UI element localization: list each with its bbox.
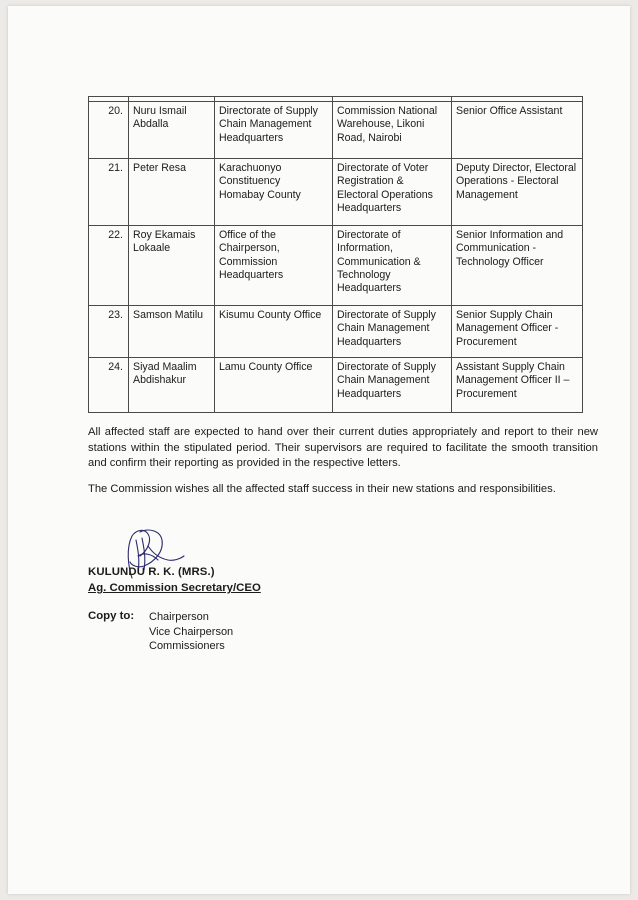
- row-number: 24.: [89, 358, 129, 413]
- designation: Senior Supply Chain Management Officer - Procurement: [452, 306, 583, 358]
- table-row: [89, 226, 583, 306]
- redeployment-table: [88, 96, 583, 413]
- current-station: Lamu County Office: [215, 358, 333, 413]
- staff-name: Roy Ekamais Lokaale: [129, 226, 215, 306]
- current-station: Karachuonyo Constituency Homabay County: [215, 159, 333, 226]
- copy-to-list: [149, 610, 233, 654]
- new-station: Directorate of Information, Communication & Technology Headquarters: [333, 226, 452, 306]
- new-station: Directorate of Voter Registration & Electoral Operations Headquarters: [333, 159, 452, 226]
- table-row: [89, 306, 583, 358]
- copy-recipient: Chairperson: [149, 611, 209, 623]
- table-row: [89, 358, 583, 413]
- row-number: 20.: [89, 102, 129, 159]
- designation: Senior Information and Communication - Technology Officer: [452, 226, 583, 306]
- closing-paragraph: The Commission wishes all the affected staff success in their new stations and responsibilities.: [88, 483, 556, 495]
- new-station: Directorate of Supply Chain Management Headquarters: [333, 358, 452, 413]
- copy-to-label: Copy to:: [88, 610, 135, 622]
- staff-name: Samson Matilu: [129, 306, 215, 358]
- row-number: 21.: [89, 159, 129, 226]
- table-row: [89, 159, 583, 226]
- signatory-title: Ag. Commission Secretary/CEO: [88, 582, 261, 594]
- copy-recipient: Commissioners: [149, 640, 225, 652]
- current-station: Office of the Chairperson, Commission Headquarters: [215, 226, 333, 306]
- staff-name: Siyad Maalim Abdishakur: [129, 358, 215, 413]
- instructions-paragraph: All affected staff are expected to hand over their current duties appropriately and report to their new stations within the stipulated period. Their supervisors are required to facilitate the smooth transition and confirm their reporting as provided in the respective letters.: [88, 426, 598, 469]
- designation: Assistant Supply Chain Management Officer II – Procurement: [452, 358, 583, 413]
- staff-name: Peter Resa: [129, 159, 215, 226]
- table-row: [89, 102, 583, 159]
- new-station: Commission National Warehouse, Likoni Road, Nairobi: [333, 102, 452, 159]
- designation: Senior Office Assistant: [452, 102, 583, 159]
- current-station: Kisumu County Office: [215, 306, 333, 358]
- new-station: Directorate of Supply Chain Management Headquarters: [333, 306, 452, 358]
- copy-recipient: Vice Chairperson: [149, 625, 234, 638]
- designation: Deputy Director, Electoral Operations - Electoral Management: [452, 159, 583, 226]
- row-number: 23.: [89, 306, 129, 358]
- signatory-name: KULUNDU R. K. (MRS.): [88, 566, 215, 578]
- row-number: 22.: [89, 226, 129, 306]
- current-station: Directorate of Supply Chain Management Headquarters: [215, 102, 333, 159]
- staff-name: Nuru Ismail Abdalla: [129, 102, 215, 159]
